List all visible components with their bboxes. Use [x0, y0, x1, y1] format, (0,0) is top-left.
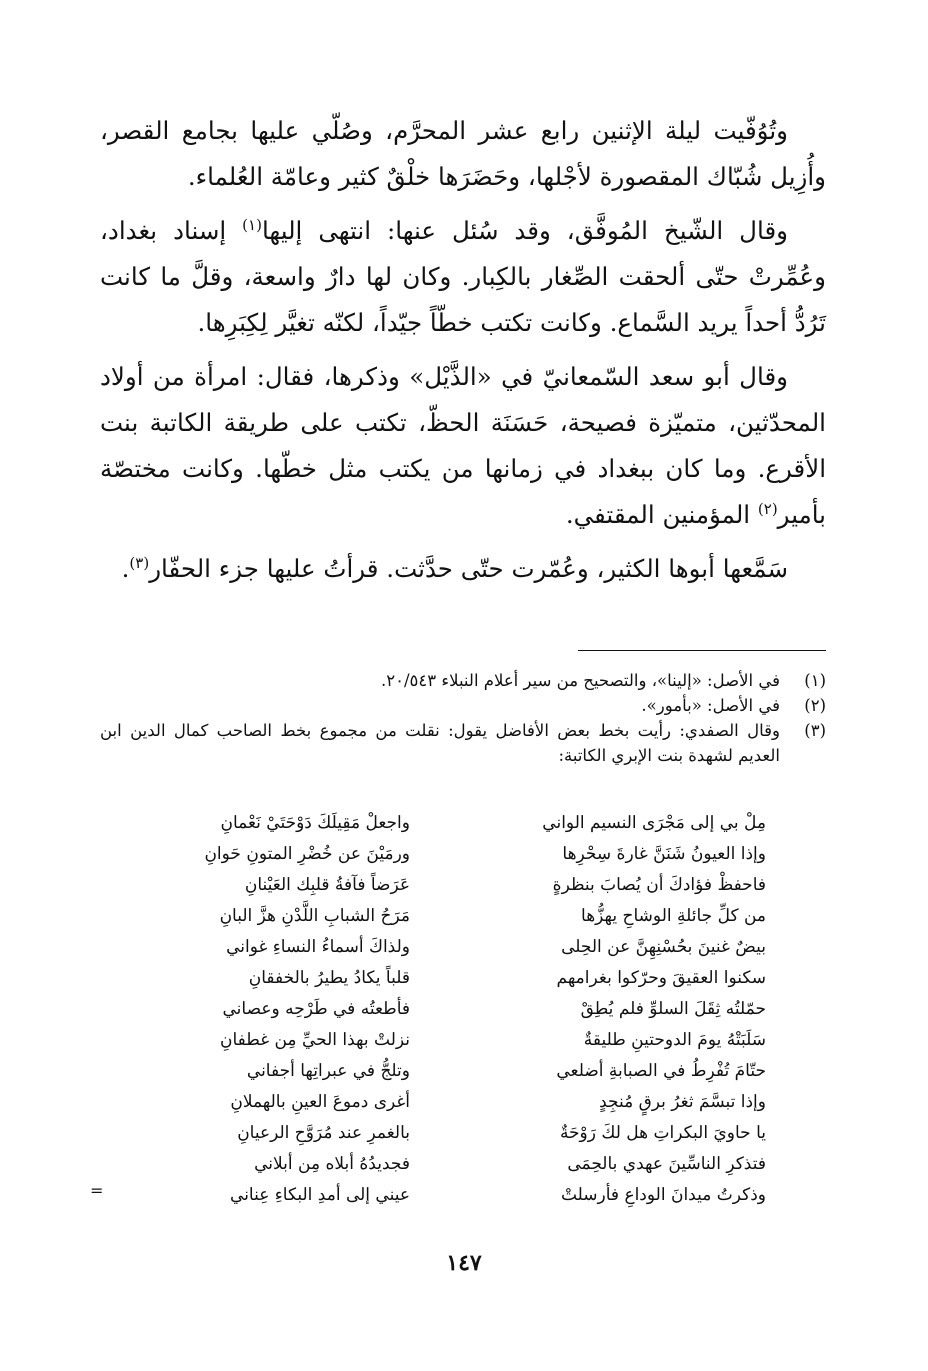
poem-verse: [110, 932, 766, 963]
verse-first-hemistich: وذكرتُ ميدانَ الوداعِ فأرسلتْ: [560, 1185, 766, 1205]
footnote-separator: [578, 650, 826, 651]
verse-second-hemistich: فجديدُهُ أبلاه مِن أبلاني: [254, 1154, 410, 1174]
paragraph-text: سَمَّعها أبوها الكثير، وعُمّرت حتّى حدَّثت. قرأتُ عليها جزء الحفّار: [149, 554, 788, 583]
footnote-1: [100, 668, 826, 693]
verse-second-hemistich: أغرى دموعَ العينِ بالهملانِ: [230, 1092, 410, 1112]
verse-second-hemistich: ولذاكَ أسماءُ النساءِ غواني: [226, 937, 410, 957]
main-text: [100, 108, 826, 600]
verse-first-hemistich: وإذا تبسَّمَ ثغرُ برقٍ مُنجِدٍ: [599, 1092, 766, 1112]
verse-second-hemistich: مَرَحُ الشبابِ اللَّدْنِ هزَّ البانِ: [219, 906, 410, 926]
footnote-ref-2: (٢): [757, 499, 778, 518]
verse-first-hemistich: من كلِّ جائلةِ الوشاحِ يهزُّها: [581, 906, 766, 926]
poem-verse: [110, 901, 766, 932]
footnote-ref-3: (٣): [129, 553, 150, 572]
paragraph-text: وتُوُفّيت ليلة الإثنين رابع عشر المحرَّم، وصُلّي عليها بجامع القصر، وأُزِيل شُبّاك المقصورة لأجْلها، وحَضَرَها خلْقٌ كثير وعامّة العُلماء.: [100, 116, 826, 191]
verse-first-hemistich: بيضٌ غنينَ بحُسْنِهِنَّ عن الحِلى: [561, 937, 766, 957]
poem-verse: [110, 994, 766, 1025]
verse-first-hemistich: يا حاويَ البكراتِ هل لكَ رَوْحَةٌ: [559, 1123, 766, 1143]
continuation-mark: =: [90, 1181, 104, 1200]
verse-first-hemistich: فاحفظْ فؤادكَ أن يُصابَ بنظرةٍ: [552, 875, 766, 895]
footnote-number: (١): [804, 671, 826, 690]
paragraph-2: [100, 208, 826, 346]
verse-first-hemistich: حتّامَ تُفْرِطُ في الصبابةِ أضلعي: [556, 1061, 766, 1081]
poem-verse: [110, 1180, 766, 1211]
poem-verse: [110, 870, 766, 901]
verse-second-hemistich: نزلتْ بهذا الحيِّ مِن غطفانِ: [219, 1030, 410, 1050]
poem-verse: [110, 808, 766, 839]
footnote-text: في الأصل: «بأمور».: [641, 696, 780, 715]
page-number: ١٤٧: [446, 1250, 482, 1276]
poem-verse: [110, 963, 766, 994]
footnote-3: [100, 718, 826, 768]
verse-first-hemistich: سَلَبَتْهُ يومَ الدوحتينِ طليقةٌ: [583, 1030, 766, 1050]
paragraph-text: وقال الشّيخ المُوفَّق، وقد سُئل عنها: انتهى إليها: [261, 216, 788, 245]
verse-second-hemistich: ورمَيْنَ عن خُضْرِ المتونِ حَوانِ: [204, 844, 410, 864]
poem-verse: [110, 1149, 766, 1180]
poem-verse: [110, 839, 766, 870]
footnote-ref-1: (١): [242, 215, 262, 234]
verse-first-hemistich: حمّلتُه ثِقَلَ السلوِّ فلم يُطِقْ: [580, 999, 766, 1019]
footnote-number: (٣): [804, 721, 826, 740]
verse-first-hemistich: مِلْ بي إلى مَجْرَى النسيم الواني: [542, 813, 766, 833]
poem-verse: [110, 1025, 766, 1056]
paragraph-1: [100, 108, 826, 200]
poem-verse: [110, 1118, 766, 1149]
verse-second-hemistich: فأطعتُه في طَرْحِه وعصاني: [222, 999, 410, 1019]
footnote-text: وقال الصفدي: رأيت بخط بعض الأفاضل يقول: نقلت من مجموع بخط الصاحب كمال الدين ابن العديم لشهدة بنت الإبري الكاتبة:: [100, 721, 780, 765]
verse-second-hemistich: عَرَضاً فآفةُ قلبِك العَيْنانِ: [244, 875, 410, 895]
footnote-2: [100, 693, 826, 718]
verse-first-hemistich: فتذكرِ الناسِّينَ عهدي بالحِمَى: [567, 1154, 766, 1174]
footnote-number: (٢): [804, 696, 826, 715]
paragraph-3: [100, 354, 826, 538]
verse-second-hemistich: وتلجُّ في عبراتِها أجفاني: [246, 1061, 410, 1081]
paragraph-text: وقال أبو سعد السّمعانيّ في «الذَّيْل» وذكرها، فقال: امرأة من أولاد المحدّثين، متميّزة فصيحة، حَسَنَة الحظّ، تكتب على طريقة الكاتبة بنت الأقرع. وما كان ببغداد في زمانها من يكتب مثل خطّها. وكانت مختصّة بأمير: [100, 362, 826, 529]
verse-first-hemistich: سكنوا العقيقَ وحرّكوا بغرامهم: [556, 968, 766, 988]
verse-second-hemistich: بالغمرِ عند مُرَوَّحِ الرعيانِ: [237, 1123, 410, 1143]
verse-first-hemistich: وإذا العيونُ شَنَنَّ غارةَ سِحْرِها: [562, 844, 766, 864]
verse-second-hemistich: واجعلْ مَقِيلَكَ دَوْحَتَيْ نَعْمانِ: [220, 813, 410, 833]
paragraph-4: [100, 546, 826, 592]
verse-second-hemistich: عيني إلى أمدِ البكاءِ عِناني: [230, 1185, 410, 1205]
paragraph-text: .: [121, 554, 130, 583]
paragraph-text: إسناد بغداد، وعُمِّرتْ حتّى ألحقت الصِّغار بالكِبار. وكان لها دارٌ واسعة، وقلَّ ما كانت تَرُدُّ أحداً يريد السَّماع. وكانت تكتب خطّاً جيّداً، لكنّه تغيَّر لِكِبَرِها.: [100, 216, 826, 337]
poem-verse: [110, 1056, 766, 1087]
footnote-text: في الأصل: «إلينا»، والتصحيح من سير أعلام النبلاء ٢٠/٥٤٣.: [380, 671, 780, 690]
paragraph-text: المؤمنين المقتفي.: [565, 500, 758, 529]
footnotes: [100, 668, 826, 768]
poem-verse: [110, 1087, 766, 1118]
verse-second-hemistich: قلباً يكادُ يطيرُ بالخفقانِ: [248, 968, 410, 988]
poem: [110, 808, 766, 1211]
